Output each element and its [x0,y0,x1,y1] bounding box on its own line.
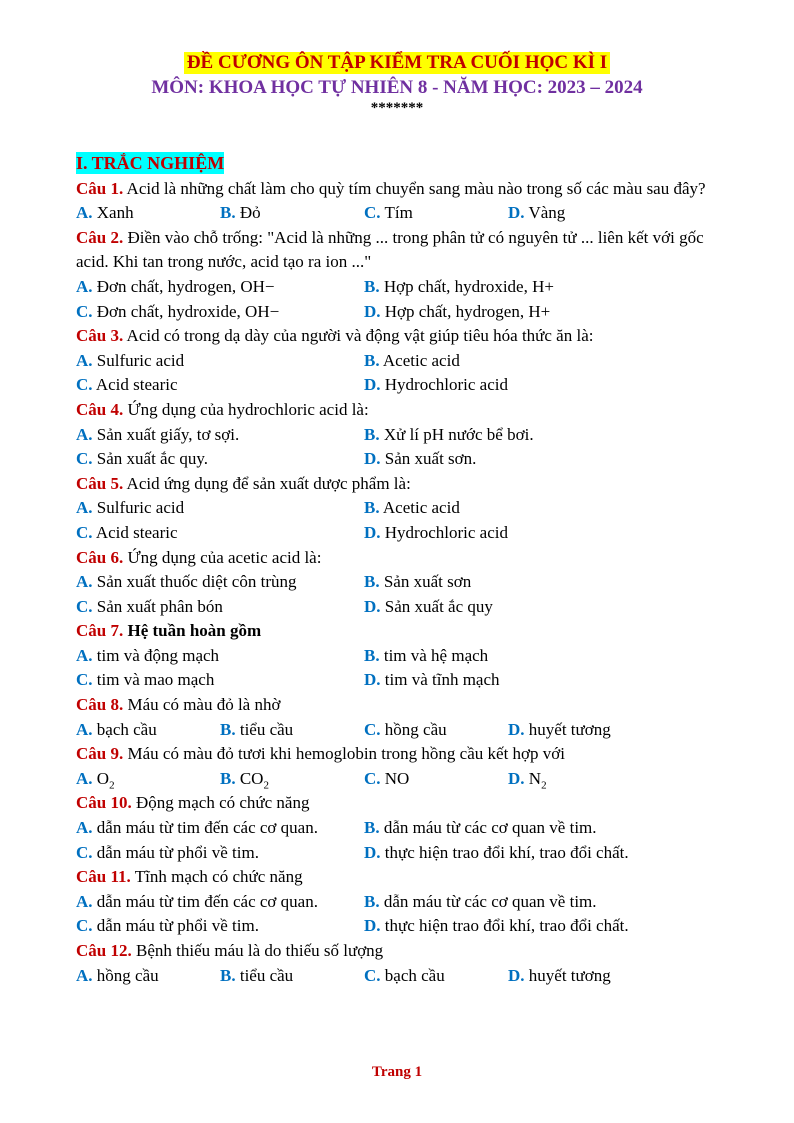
option-c: C. dẫn máu từ phổi về tim. [76,916,259,936]
question-11 [76,865,736,890]
question-label: Câu 12. [76,941,132,960]
option-d: D. huyết tương [508,719,611,739]
question-label: Câu 6. [76,547,124,567]
options-row [76,890,736,915]
option-b: B. Acetic acid [364,498,460,518]
options-row [76,914,736,939]
question-1 [76,177,736,202]
question-text: Ứng dụng của hydrochloric acid là: [127,399,369,419]
option-c: C. Sản xuất ắc quy. [76,449,209,469]
question-label: Câu 7. [76,621,124,641]
option-b: B. Hợp chất, hydroxide, H+ [364,276,554,296]
question-text: Máu có màu đỏ là nhờ [127,695,281,715]
option-b: B. tim và hệ mạch [364,645,489,665]
question-text: Ứng dụng của acetic acid là: [127,547,322,567]
options-row [76,668,736,693]
option-b: B. tiểu cầu [220,965,294,985]
document-title: ĐỀ CƯƠNG ÔN TẬP KIỂM TRA CUỐI HỌC KÌ I [184,52,610,74]
question-label: Câu 9. [76,744,124,764]
options-row [76,447,736,472]
question-2 [76,226,736,275]
options-row [76,423,736,448]
question-10 [76,791,736,816]
options-row [76,644,736,669]
question-text: Acid ứng dụng để sản xuất dược phẩm là: [126,473,411,493]
option-b: B. Đỏ [220,203,261,223]
option-d: D. Vàng [508,203,566,223]
option-d: D. thực hiện trao đổi khí, trao đổi chất. [364,916,629,936]
options-row [76,816,736,841]
options-row [76,595,736,620]
question-text: Hệ tuần hoàn gồm [127,621,262,641]
option-d: D. tim và tĩnh mạch [364,670,500,690]
option-a: A. Sulfuric acid [76,350,185,370]
question-6 [76,546,736,571]
question-text: Acid là những chất làm cho quỳ tím chuyển sang màu nào trong số các màu sau đây? [126,178,706,198]
option-d: D. Hợp chất, hydrogen, H+ [364,301,551,321]
question-12 [76,939,736,964]
question-label: Câu 4. [76,399,124,419]
stars-divider: ******* [370,100,424,116]
option-b: B. dẫn máu từ các cơ quan về tim. [364,818,597,838]
question-text: Động mạch có chức năng [135,793,310,813]
option-b: B. Sản xuất sơn [364,572,472,592]
option-c: C. dẫn máu từ phổi về tim. [76,842,259,862]
option-a: A. Sản xuất thuốc diệt côn trùng [76,572,297,592]
options-row [76,718,736,743]
page-number: Trang 1 [371,1064,423,1080]
question-5 [76,472,736,497]
option-c: C. Sản xuất phân bón [76,596,223,616]
options-row [76,964,736,989]
option-a: A. dẫn máu từ tim đến các cơ quan. [76,818,318,838]
option-b: B. Acetic acid [364,350,460,370]
question-text: Bệnh thiếu máu là do thiếu số lượng [135,941,384,960]
option-a: A. Sản xuất giấy, tơ sợi. [76,424,240,444]
subject-line: MÔN: KHOA HỌC TỰ NHIÊN 8 - NĂM HỌC: 2023 – 2024 [151,77,643,98]
question-label: Câu 8. [76,695,124,715]
question-text: Acid có trong dạ dày của người và động vật giúp tiêu hóa thức ăn là: [126,326,594,346]
option-a: A. bạch cầu [76,719,157,739]
option-c: C. Acid stearic [76,522,178,542]
options-row [76,275,736,300]
question-9 [76,742,736,767]
option-d: D. Hydrochloric acid [364,522,508,542]
option-c: C. bạch cầu [364,965,445,985]
question-text: Điền vào chỗ trống: "Acid là những ... trong phân tử có nguyên tử ... liên kết với gốc acid. Khi tan trong nước, acid tạo ra ion ..." [76,227,704,272]
option-a: A. Sulfuric acid [76,498,185,518]
question-label: Câu 11. [76,867,131,887]
question-label: Câu 3. [76,326,124,346]
option-c: C. Tím [364,203,413,223]
question-4 [76,398,736,423]
options-row [76,521,736,546]
options-row [76,841,736,866]
option-a: A. $O_2$ [76,768,115,792]
question-list [76,152,736,988]
options-row [76,767,736,792]
question-8 [76,693,736,718]
option-b: B. $CO_2$ [220,768,269,792]
option-a: A. Đơn chất, hydrogen, OH− [76,276,275,296]
option-a: A. hồng cầu [76,965,159,985]
section-heading: I. TRẮC NGHIỆM [76,153,225,173]
option-b: B. dẫn máu từ các cơ quan về tim. [364,891,597,911]
option-d: D. Hydrochloric acid [364,375,508,395]
option-b: B. tiểu cầu [220,719,294,739]
option-c: C. Acid stearic [76,375,178,395]
option-b: B. Xử lí pH nước bể bơi. [364,424,534,444]
option-d: D. thực hiện trao đổi khí, trao đổi chất. [364,842,629,862]
options-row [76,373,736,398]
options-row [76,496,736,521]
option-c: C. Đơn chất, hydroxide, OH− [76,301,280,321]
options-row [76,570,736,595]
question-label: Câu 2. [76,227,124,247]
option-d: D. huyết tương [508,965,611,985]
options-row [76,349,736,374]
option-c: C. NO [364,768,410,788]
question-label: Câu 5. [76,473,124,493]
option-d: D. Sản xuất ắc quy [364,596,493,616]
question-3 [76,324,736,349]
question-label: Câu 1. [76,178,124,198]
option-d: D. $N_2$ [508,768,547,792]
option-c: C. hồng cầu [364,719,447,739]
question-label: Câu 10. [76,793,132,813]
option-d: D. Sản xuất sơn. [364,449,477,469]
option-a: A. dẫn máu từ tim đến các cơ quan. [76,891,318,911]
option-a: A. tim và động mạch [76,645,220,665]
options-row [76,300,736,325]
document-header [0,52,794,116]
question-text: Máu có màu đỏ tươi khi hemoglobin trong hồng cầu kết hợp với [127,744,565,764]
option-a: A. Xanh [76,203,134,223]
question-7 [76,619,736,644]
option-c: C. tim và mao mạch [76,670,215,690]
options-row [76,201,736,226]
question-text: Tĩnh mạch có chức năng [134,867,303,887]
